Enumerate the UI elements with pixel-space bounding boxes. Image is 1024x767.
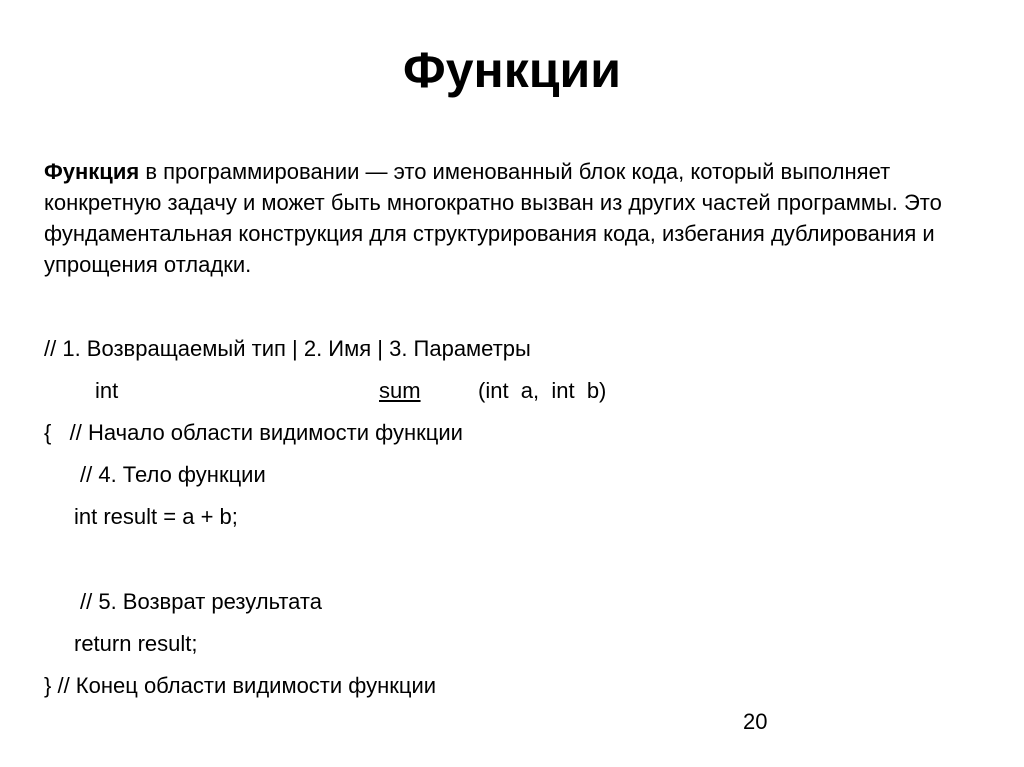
open-brace-line: { // Начало области видимости функции	[44, 420, 463, 445]
intro-paragraph	[44, 156, 994, 280]
intro-text: в программировании — это именованный блок кода, который выполняет конкретную задачу и может быть многократно вызван из других частей программы. Это фундаментальная конструкция для структурирования кода, избегания дублирования и упрощения отладки.	[44, 159, 942, 277]
intro-term: Функция	[44, 159, 140, 184]
body-comment: // 4. Тело функции	[80, 462, 266, 487]
function-name: sum	[379, 378, 421, 403]
close-brace-line: } // Конец области видимости функции	[44, 673, 437, 698]
return-statement: return result;	[74, 631, 198, 656]
return-comment: // 5. Возврат результата	[80, 589, 322, 614]
slide-title: Функции	[403, 42, 621, 98]
page-number: 20	[743, 709, 768, 734]
signature-comment: // 1. Возвращаемый тип | 2. Имя | 3. Параметры	[44, 336, 531, 361]
return-type: int	[95, 378, 119, 403]
function-parameters: (int a, int b)	[478, 378, 607, 403]
body-statement: int result = a + b;	[74, 504, 238, 529]
